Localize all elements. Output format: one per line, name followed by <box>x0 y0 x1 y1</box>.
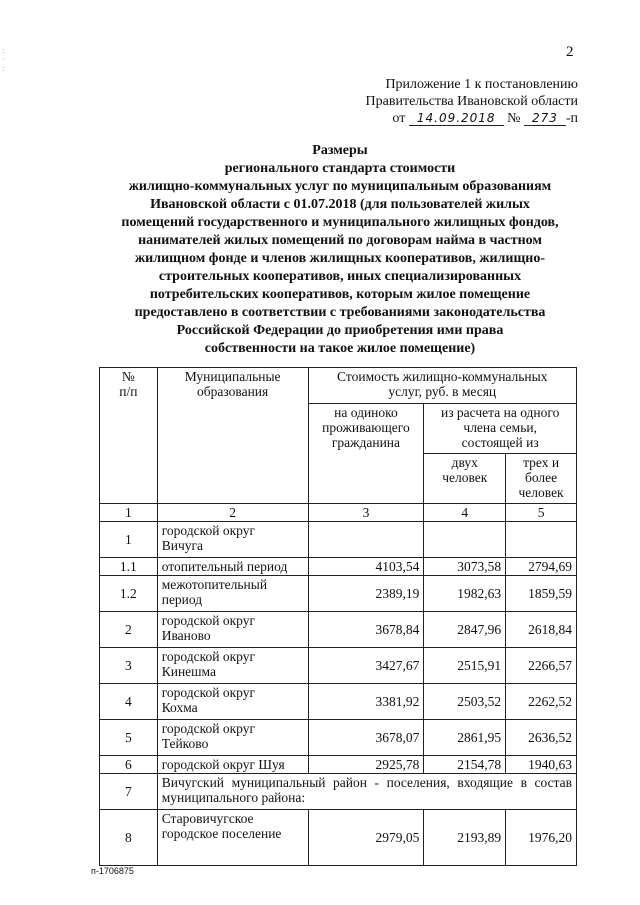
appendix-line-3 <box>346 110 578 127</box>
handwritten-date: 14.09.2018 <box>409 112 504 126</box>
title-line: жилищно-коммунальных услуг по муниципальным образованиям <box>128 179 552 194</box>
document-title <box>90 142 590 358</box>
row-name: городской округ Кохма <box>157 684 308 720</box>
row-num: 6 <box>100 756 158 774</box>
row-num: 1.2 <box>100 576 158 612</box>
header-per-member: из расчета на одного члена семьи, состоящей из <box>424 404 577 454</box>
title-line: жилищном фонде и членов жилищных кооперативов, жилищно- <box>135 251 545 266</box>
column-number: 4 <box>424 504 506 522</box>
table-row <box>100 720 577 756</box>
cost-table <box>99 367 577 866</box>
row-c5: 1940,63 <box>506 756 577 774</box>
number-suffix: -п <box>565 111 578 126</box>
row-c3: 3427,67 <box>308 648 424 684</box>
title-line: регионального стандарта стоимости <box>224 161 456 176</box>
table-row <box>100 756 577 774</box>
row-num: 2 <box>100 612 158 648</box>
from-label: от <box>392 111 406 126</box>
table-row <box>100 612 577 648</box>
column-number: 5 <box>506 504 577 522</box>
row-c5: 2618,84 <box>506 612 577 648</box>
row-c5: 1859,59 <box>506 576 577 612</box>
table-row <box>100 522 577 558</box>
row-c5 <box>506 522 577 558</box>
title-line: собственности на такое жилое помещение) <box>204 341 476 356</box>
header-municipality: Муниципальные образования <box>157 368 308 504</box>
appendix-header <box>346 76 578 127</box>
column-number: 3 <box>308 504 424 522</box>
row-c3: 2925,78 <box>308 756 424 774</box>
title-line: Российской Федерации до приобретения ими права <box>176 323 504 338</box>
row-c3: 2389,19 <box>308 576 424 612</box>
column-number: 2 <box>157 504 308 522</box>
header-single: на одиноко проживающего гражданина <box>308 404 424 504</box>
title-line: строительных кооперативов, иных специализированных <box>158 269 522 284</box>
row-num: 1.1 <box>100 558 158 576</box>
row-c4: 2861,95 <box>424 720 506 756</box>
row-name: городской округ Тейково <box>157 720 308 756</box>
row-name: городской округ Вичуга <box>157 522 308 558</box>
row-c4: 2193,89 <box>424 810 506 866</box>
row-name: городской округ Кинешма <box>157 648 308 684</box>
row-c4 <box>424 522 506 558</box>
table-row <box>100 576 577 612</box>
appendix-line-2: Правительства Ивановской области <box>365 94 578 109</box>
row-c5: 2262,52 <box>506 684 577 720</box>
title-line: нанимателей жилых помещений по договорам найма в частном <box>138 233 542 248</box>
row-num: 4 <box>100 684 158 720</box>
header-two: двух человек <box>424 454 506 504</box>
row-num: 8 <box>100 810 158 866</box>
row-c4: 2503,52 <box>424 684 506 720</box>
footer-code: п-1706875 <box>91 866 134 876</box>
row-num: 3 <box>100 648 158 684</box>
row-c4: 3073,58 <box>424 558 506 576</box>
column-number: 1 <box>100 504 158 522</box>
row-c5: 2794,69 <box>506 558 577 576</box>
row-c4: 2515,91 <box>424 648 506 684</box>
row-name: межотопительный период <box>157 576 308 612</box>
row-c4: 2847,96 <box>424 612 506 648</box>
row-c5: 1976,20 <box>506 810 577 866</box>
title-line: помещений государственного и муниципального жилищных фондов, <box>121 215 559 230</box>
title-line: Ивановской области с 01.07.2018 (для пользователей жилых <box>150 197 530 212</box>
row-num: 5 <box>100 720 158 756</box>
row-name: Старовичугское городское поселение <box>157 810 308 866</box>
header-three: трех и более человек <box>506 454 577 504</box>
margin-marks: : · : <box>2 46 5 73</box>
row-c5: 2636,52 <box>506 720 577 756</box>
row-c3: 3381,92 <box>308 684 424 720</box>
row-num: 1 <box>100 522 158 558</box>
table-row <box>100 648 577 684</box>
table-row <box>100 558 577 576</box>
table-row <box>100 774 577 810</box>
table-row <box>100 684 577 720</box>
row-district-text: Вичугский муниципальный район - поселения, входящие в состав муниципального района: <box>157 774 576 810</box>
table-row <box>100 810 577 866</box>
row-name: отопительный период <box>157 558 308 576</box>
row-name: городской округ Иваново <box>157 612 308 648</box>
row-name: городской округ Шуя <box>157 756 308 774</box>
header-num: № п/п <box>100 368 158 504</box>
header-cost: Стоимость жилищно-коммунальных услуг, руб. в месяц <box>308 368 576 404</box>
row-c3: 4103,54 <box>308 558 424 576</box>
row-c3: 3678,84 <box>308 612 424 648</box>
page-number: 2 <box>566 44 574 60</box>
number-label: № <box>507 111 521 126</box>
title-line: предоставлено в соответствии с требованиями законодательства <box>134 305 546 320</box>
row-c5: 2266,57 <box>506 648 577 684</box>
row-c3: 3678,07 <box>308 720 424 756</box>
row-c3: 2979,05 <box>308 810 424 866</box>
title-line: Размеры <box>312 143 368 158</box>
row-num: 7 <box>100 774 158 810</box>
handwritten-number: 273 <box>524 112 566 126</box>
row-c4: 2154,78 <box>424 756 506 774</box>
row-c3 <box>308 522 424 558</box>
appendix-line-1: Приложение 1 к постановлению <box>385 77 578 92</box>
title-line: потребительских кооперативов, которым жилое помещение <box>149 287 531 302</box>
row-c4: 1982,63 <box>424 576 506 612</box>
